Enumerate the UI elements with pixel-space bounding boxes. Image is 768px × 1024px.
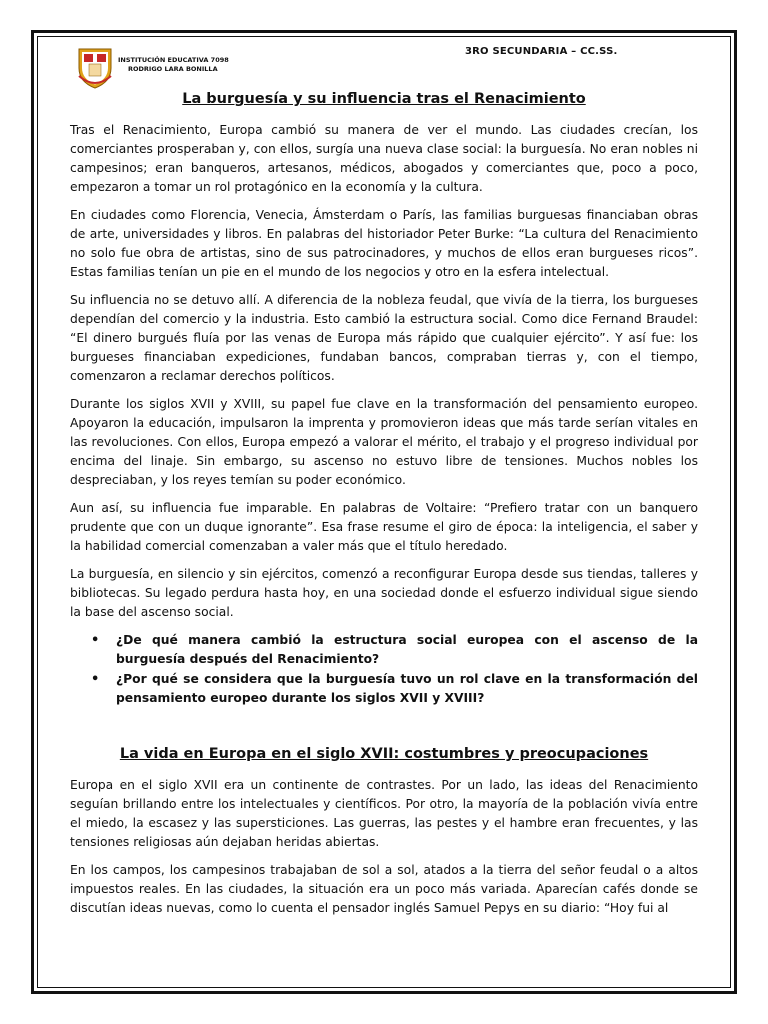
document-header	[75, 44, 695, 90]
question-item	[91, 631, 698, 669]
question-text: ¿De qué manera cambió la estructura social europea con el ascenso de la burguesía después del Renacimiento?	[116, 633, 698, 666]
question-item	[91, 670, 698, 708]
question-text: ¿Por qué se considera que la burguesía tuvo un rol clave en la transformación del pensamiento europeo durante los siglos XVII y XVIII?	[116, 672, 698, 705]
document-body	[70, 89, 698, 927]
school-name-line2: RODRIGO LARA BONILLA	[128, 65, 218, 73]
bullet-icon: •	[91, 633, 100, 648]
question-list	[70, 631, 698, 708]
section1-paragraph: Su influencia no se detuvo allí. A diferencia de la nobleza feudal, que vivía de la tierra, los burgueses dependían del comercio y la industria. Esto cambió la estructura social. Como dice Fernand Braudel: “El dinero burgués fluía por las venas de Europa más rápido que cualquier ejército”. Y así fue: los burgueses financiaban expediciones, fundaban bancos, compraban tierras y, con el tiempo, comenzaron a reclamar derechos políticos.	[70, 293, 698, 383]
school-shield-icon	[75, 46, 115, 90]
school-name	[118, 56, 229, 74]
bullet-icon: •	[91, 672, 100, 687]
section1-title: La burguesía y su influencia tras el Renacimiento	[182, 91, 586, 107]
section2-paragraph: Europa en el siglo XVII era un continente de contrastes. Por un lado, las ideas del Renacimiento seguían brillando entre los intelectuales y científicos. Por otro, la mayoría de la población vivía entre el miedo, la escasez y las supersticiones. Las guerras, las pestes y el hambre eran frecuentes, y las tensiones religiosas aún dejaban heridas abiertas.	[70, 778, 698, 849]
section2-paragraph: En los campos, los campesinos trabajaban de sol a sol, atados a la tierra del señor feudal o a altos impuestos reales. En las ciudades, la situación era un poco más variada. Aparecían cafés donde se discutían ideas nuevas, como lo cuenta el pensador inglés Samuel Pepys en su diario: “Hoy fui al	[70, 863, 698, 915]
section1-paragraph: Aun así, su influencia fue imparable. En palabras de Voltaire: “Prefiero tratar con un banquero prudente que con un duque ignorante”. Esa frase resume el giro de época: la inteligencia, el saber y la habilidad comercial comenzaban a valer más que el título heredado.	[70, 501, 698, 553]
section1-paragraph: En ciudades como Florencia, Venecia, Ámsterdam o París, las familias burguesas financiaban obras de arte, universidades y libros. En palabras del historiador Peter Burke: “La cultura del Renacimiento no solo fue obra de artistas, sino de sus patrocinadores, y muchos de ellos eran burgueses ricos”. Estas familias tenían un pie en el mundo de los negocios y otro en la esfera intelectual.	[70, 208, 698, 279]
school-name-line1: INSTITUCIÓN EDUCATIVA 7098	[118, 56, 229, 64]
section1-paragraph: Tras el Renacimiento, Europa cambió su manera de ver el mundo. Las ciudades crecían, los comerciantes prosperaban y, con ellos, surgía una nueva clase social: la burguesía. No eran nobles ni campesinos; eran banqueros, artesanos, médicos, abogados y comerciantes que, poco a poco, empezaron a tomar un rol protagónico en la economía y la cultura.	[70, 123, 698, 194]
section2-title: La vida en Europa en el siglo XVII: costumbres y preocupaciones	[119, 746, 649, 762]
grade-label: 3RO SECUNDARIA – CC.SS.	[465, 46, 618, 57]
section1-paragraph: La burguesía, en silencio y sin ejércitos, comenzó a reconfigurar Europa desde sus tiendas, talleres y bibliotecas. Su legado perdura hasta hoy, en una sociedad donde el esfuerzo individual sigue siendo la base del ascenso social.	[70, 567, 698, 619]
section1-paragraph: Durante los siglos XVII y XVIII, su papel fue clave en la transformación del pensamiento europeo. Apoyaron la educación, impulsaron la imprenta y promovieron ideas que más tarde serían vitales en las revoluciones. Con ellos, Europa empezó a valorar el mérito, el trabajo y el progreso individual por encima del linaje. Sin embargo, su ascenso no estuvo libre de tensiones. Muchos nobles los despreciaban, y los reyes temían su poder económico.	[70, 397, 698, 487]
